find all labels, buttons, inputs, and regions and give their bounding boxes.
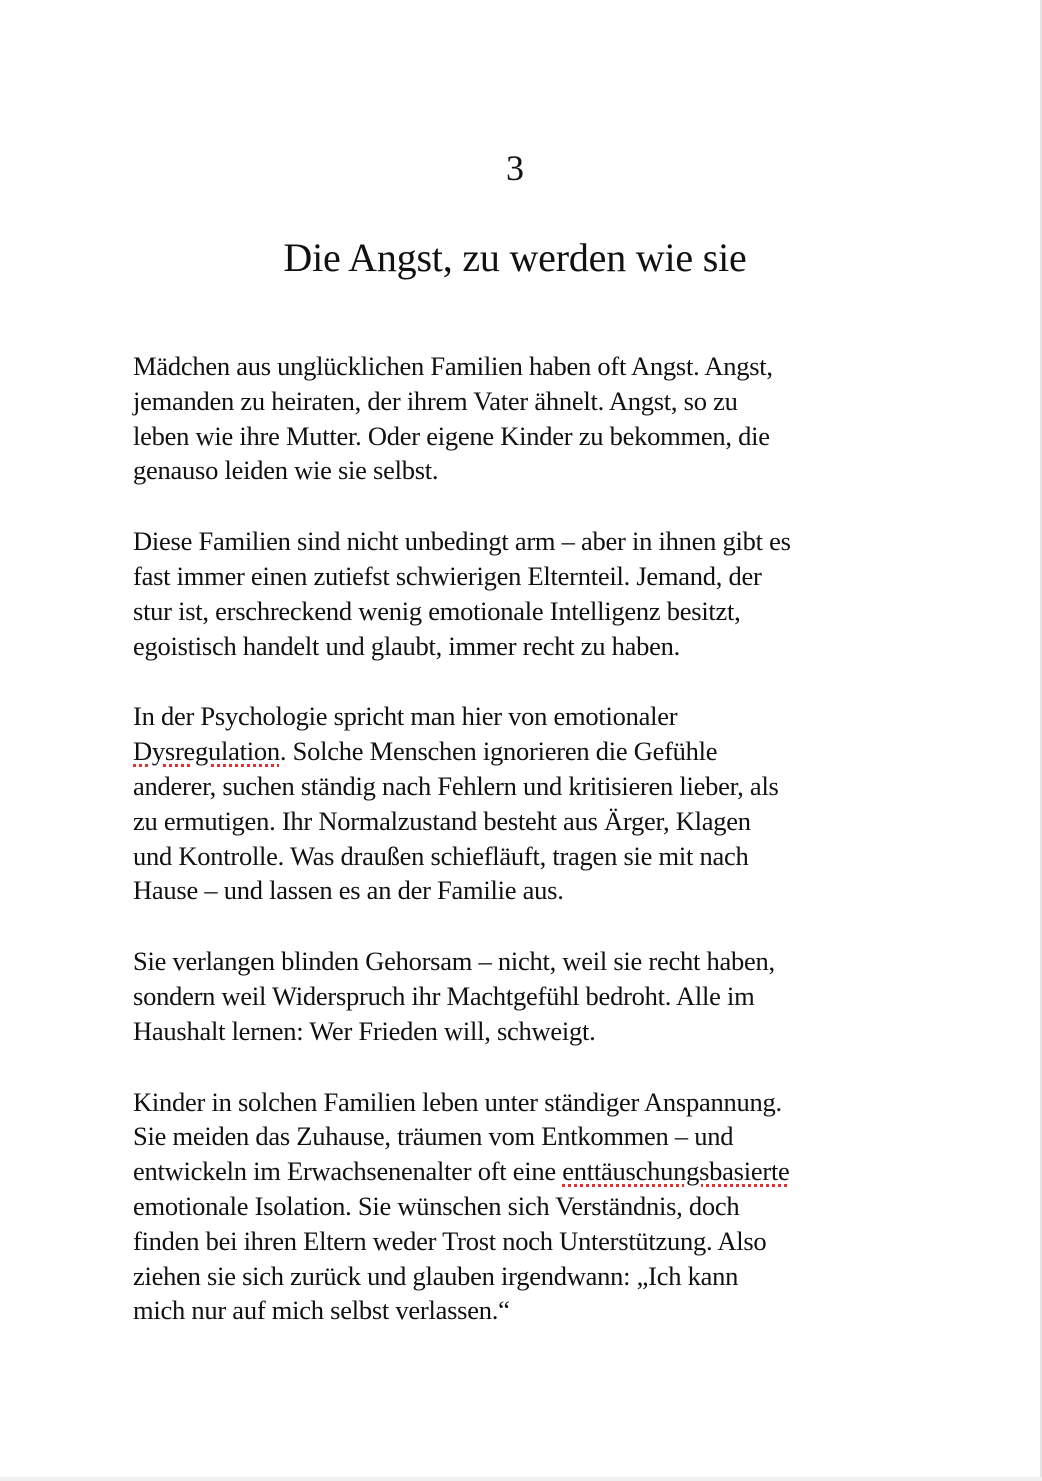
text-line: mich nur auf mich selbst verlassen.“: [133, 1295, 510, 1326]
text-line: jemanden zu heiraten, der ihrem Vater ähnelt. Angst, so zu: [133, 385, 738, 416]
paragraph-4[interactable]: [133, 944, 913, 1048]
text-line: [133, 1154, 913, 1189]
text-segment: . Solche Menschen ignorieren die Gefühle: [279, 736, 718, 767]
text-line: fast immer einen zutiefst schwierigen Elternteil. Jemand, der: [133, 560, 762, 591]
text-line: Haushalt lernen: Wer Frieden will, schweigt.: [133, 1015, 596, 1046]
text-line: ziehen sie sich zurück und glauben irgendwann: „Ich kann: [133, 1260, 739, 1291]
paragraph-2[interactable]: [133, 524, 913, 663]
spellcheck-flagged-word[interactable]: enttäuschungsbasierte: [562, 1156, 790, 1187]
text-line: Diese Familien sind nicht unbedingt arm – aber in ihnen gibt es: [133, 526, 791, 557]
chapter-number: 3: [506, 148, 524, 188]
text-line: Kinder in solchen Familien leben unter ständiger Anspannung.: [133, 1086, 782, 1117]
text-line: egoistisch handelt und glaubt, immer recht zu haben.: [133, 630, 681, 661]
text-line: leben wie ihre Mutter. Oder eigene Kinder zu bekommen, die: [133, 420, 770, 451]
text-line: Sie meiden das Zuhause, träumen vom Entkommen – und: [133, 1121, 734, 1152]
text-segment: entwickeln im Erwachsenenalter oft eine: [133, 1156, 563, 1187]
paragraph-5[interactable]: [133, 1085, 913, 1329]
text-line: und Kontrolle. Was draußen schiefläuft, tragen sie mit nach: [133, 840, 749, 871]
spellcheck-flagged-word[interactable]: Dysregulation: [133, 736, 280, 767]
text-line: Hause – und lassen es an der Familie aus.: [133, 875, 564, 906]
text-line: In der Psychologie spricht man hier von emotionaler: [133, 701, 678, 732]
text-line: genauso leiden wie sie selbst.: [133, 455, 439, 486]
text-line: anderer, suchen ständig nach Fehlern und kritisieren lieber, als: [133, 770, 779, 801]
text-line: Mädchen aus unglücklichen Familien haben oft Angst. Angst,: [133, 351, 773, 381]
text-line: stur ist, erschreckend wenig emotionale Intelligenz besitzt,: [133, 595, 741, 626]
chapter-title: Die Angst, zu werden wie sie: [283, 235, 747, 280]
text-line: zu ermutigen. Ihr Normalzustand besteht aus Ärger, Klagen: [133, 805, 751, 836]
paragraph-3[interactable]: [133, 699, 913, 908]
text-line: finden bei ihren Eltern weder Trost noch Unterstützung. Also: [133, 1225, 767, 1256]
paragraph-1[interactable]: [133, 349, 913, 488]
page-bottom-divider: [0, 1477, 1042, 1481]
text-line: [133, 734, 913, 769]
chapter-body[interactable]: [133, 349, 913, 1364]
text-line: emotionale Isolation. Sie wünschen sich Verständnis, doch: [133, 1190, 740, 1221]
text-line: Sie verlangen blinden Gehorsam – nicht, weil sie recht haben,: [133, 946, 775, 977]
text-line: sondern weil Widerspruch ihr Machtgefühl bedroht. Alle im: [133, 980, 755, 1011]
